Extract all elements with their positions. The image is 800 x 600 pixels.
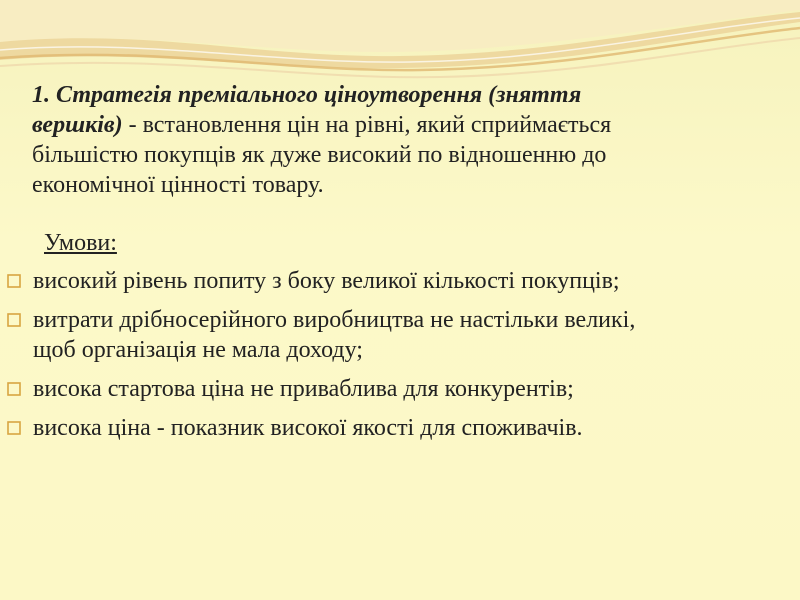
strategy-title-line1: 1. Стратегія преміального ціноутворення (зняття <box>32 82 582 108</box>
hollow-square-bullet-icon <box>7 274 21 288</box>
strategy-title-line2: вершків) <box>32 112 123 138</box>
list-item-text: висока стартова ціна не приваблива для конкурентів; <box>33 376 574 402</box>
conditions-list <box>0 266 790 452</box>
list-item-text: висока ціна - показник високої якості для споживачів. <box>33 415 583 441</box>
list-item-text: витрати дрібносерійного виробництва не настільки великі, <box>33 307 636 333</box>
hollow-square-bullet-icon <box>7 382 21 396</box>
list-item <box>0 266 790 296</box>
list-item <box>0 305 790 365</box>
list-item-text: високий рівень попиту з боку великої кількості покупців; <box>33 268 620 294</box>
hollow-square-bullet-icon <box>7 421 21 435</box>
strategy-definition-line1: - встановлення цін на рівні, який сприймається <box>122 112 612 138</box>
list-item <box>0 374 790 404</box>
strategy-heading <box>32 80 762 200</box>
list-item-text-continued: щоб організація не мала доходу; <box>33 337 363 363</box>
strategy-definition-line2: більшістю покупців як дуже високий по відношенню до <box>32 142 607 168</box>
strategy-definition-line3: економічної цінності товару. <box>32 172 324 198</box>
list-item <box>0 413 790 443</box>
conditions-label: Умови: <box>44 230 117 256</box>
hollow-square-bullet-icon <box>7 313 21 327</box>
